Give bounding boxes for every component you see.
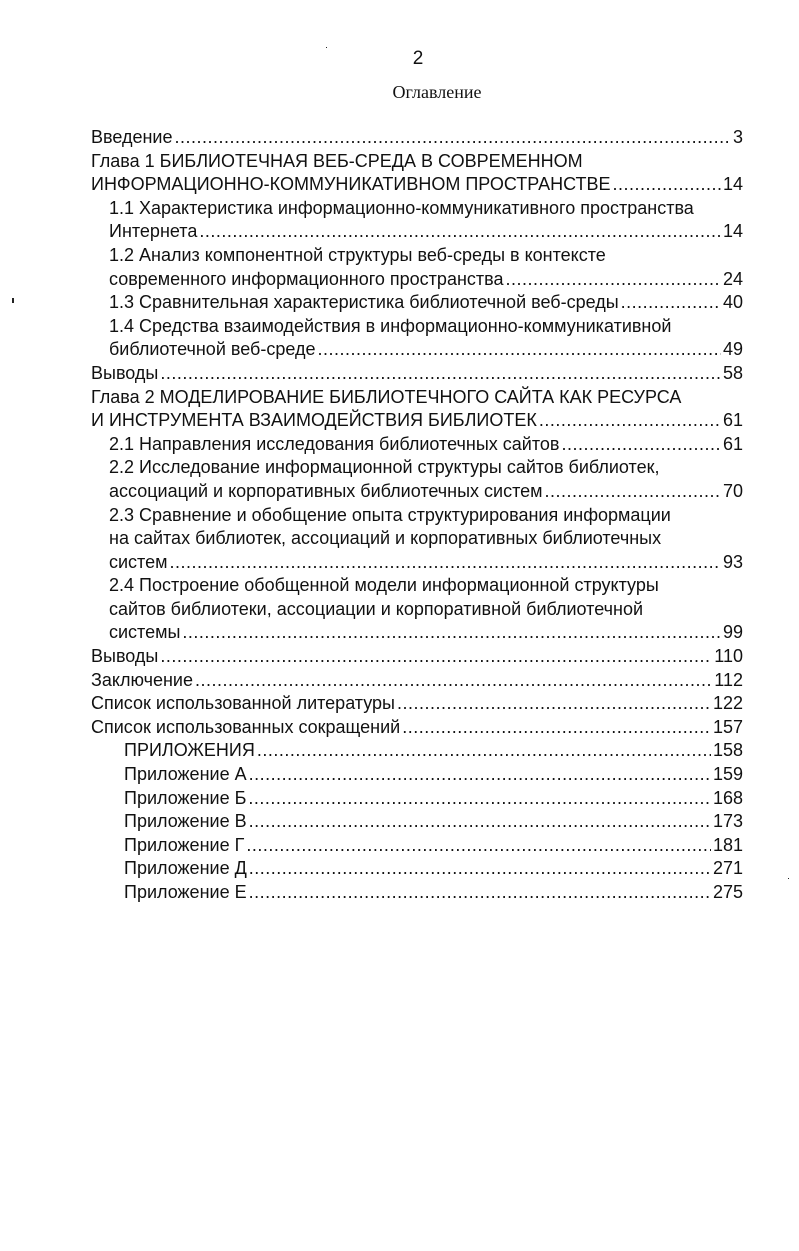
toc-entry-appendix-e[interactable] bbox=[91, 881, 743, 905]
dot-leader bbox=[169, 551, 720, 575]
entry-title: Приложение А bbox=[124, 764, 247, 785]
entry-page: 24 bbox=[722, 268, 743, 289]
entry-title-line: библиотечной веб-среде bbox=[109, 339, 316, 360]
dot-leader bbox=[199, 220, 721, 244]
dot-leader bbox=[182, 621, 721, 645]
entry-page: 159 bbox=[712, 764, 743, 785]
dot-leader bbox=[249, 763, 711, 787]
toc-entry-abbreviations[interactable] bbox=[91, 716, 743, 740]
dot-leader bbox=[175, 126, 731, 150]
toc-entry-chapter-2[interactable] bbox=[91, 386, 743, 433]
entry-page: 112 bbox=[714, 669, 743, 690]
entry-title-line: современного информационного пространства bbox=[109, 268, 504, 289]
entry-page: 158 bbox=[712, 740, 743, 761]
dot-leader bbox=[561, 433, 721, 457]
toc-entry-section-2-4[interactable] bbox=[91, 574, 743, 645]
dot-leader bbox=[195, 669, 712, 693]
page-number: 2 bbox=[412, 48, 424, 69]
entry-title: ПРИЛОЖЕНИЯ bbox=[124, 740, 255, 761]
scan-speck bbox=[788, 878, 789, 879]
toc-entry-appendices[interactable] bbox=[91, 739, 743, 763]
toc-entry-conclusions-2[interactable] bbox=[91, 645, 743, 669]
entry-title: Приложение В bbox=[124, 811, 247, 832]
entry-page: 181 bbox=[712, 834, 743, 855]
toc-entry-section-1-2[interactable] bbox=[91, 244, 743, 291]
dot-leader bbox=[545, 480, 721, 504]
entry-page: 40 bbox=[722, 292, 743, 313]
entry-title: Выводы bbox=[91, 646, 159, 667]
entry-title-line: 2.3 Сравнение и обобщение опыта структурирования информации bbox=[109, 504, 671, 525]
entry-title: Выводы bbox=[91, 362, 159, 383]
dot-leader bbox=[506, 268, 721, 292]
entry-title-line: 2.2 Исследование информационной структуры сайтов библиотек, bbox=[109, 457, 660, 478]
entry-title-line: системы bbox=[109, 622, 181, 643]
dot-leader bbox=[621, 291, 721, 315]
toc-entry-section-2-3[interactable] bbox=[91, 504, 743, 575]
entry-title-line: ассоциаций и корпоративных библиотечных систем bbox=[109, 480, 543, 501]
entry-title-line: И ИНСТРУМЕНТА ВЗАИМОДЕЙСТВИЯ БИБЛИОТЕК bbox=[91, 410, 537, 431]
entry-title: 2.1 Направления исследования библиотечных сайтов bbox=[109, 433, 560, 454]
dot-leader bbox=[613, 173, 721, 197]
entry-title: 1.3 Сравнительная характеристика библиотечной веб-среды bbox=[109, 292, 619, 313]
entry-title-line: сайтов библиотеки, ассоциации и корпоративной библиотечной bbox=[109, 598, 644, 619]
entry-title-line: 2.4 Построение обобщенной модели информационной структуры bbox=[109, 575, 659, 596]
entry-title-line: 1.1 Характеристика информационно-коммуникативного пространства bbox=[109, 197, 694, 218]
entry-page: 157 bbox=[712, 716, 743, 737]
entry-page: 70 bbox=[722, 480, 743, 501]
dot-leader bbox=[249, 810, 711, 834]
entry-title-line: Глава 1 БИБЛИОТЕЧНАЯ ВЕБ-СРЕДА В СОВРЕМЕННОМ bbox=[91, 150, 583, 171]
toc-entry-conclusions-1[interactable] bbox=[91, 362, 743, 386]
dot-leader bbox=[397, 692, 711, 716]
table-of-contents bbox=[91, 126, 743, 905]
entry-title: Приложение Е bbox=[124, 882, 247, 902]
dot-leader bbox=[248, 787, 711, 811]
toc-entry-conclusion[interactable] bbox=[91, 669, 743, 693]
entry-title-line: ИНФОРМАЦИОННО-КОММУНИКАТИВНОМ ПРОСТРАНСТВЕ bbox=[91, 174, 611, 195]
entry-title-line: Глава 2 МОДЕЛИРОВАНИЕ БИБЛИОТЕЧНОГО САЙТА КАК РЕСУРСА bbox=[91, 386, 682, 407]
entry-title-line: систем bbox=[109, 551, 168, 572]
dot-leader bbox=[318, 338, 721, 362]
entry-page: 173 bbox=[712, 811, 743, 832]
entry-title: Список использованной литературы bbox=[91, 693, 395, 714]
toc-entry-section-2-2[interactable] bbox=[91, 456, 743, 503]
toc-entry-section-1-4[interactable] bbox=[91, 315, 743, 362]
dot-leader bbox=[402, 716, 711, 740]
entry-page: 61 bbox=[722, 410, 743, 431]
entry-page: 168 bbox=[712, 787, 743, 808]
entry-page: 14 bbox=[722, 174, 743, 195]
entry-title-line: 1.4 Средства взаимодействия в информационно-коммуникативной bbox=[109, 315, 672, 336]
toc-entry-section-2-1[interactable] bbox=[91, 433, 743, 457]
toc-entry-appendix-a[interactable] bbox=[91, 763, 743, 787]
entry-title-line: Интернета bbox=[109, 221, 198, 242]
entry-page: 61 bbox=[722, 433, 743, 454]
toc-entry-section-1-3[interactable] bbox=[91, 291, 743, 315]
entry-title: Заключение bbox=[91, 669, 193, 690]
toc-entry-appendix-d[interactable] bbox=[91, 857, 743, 881]
entry-page: 3 bbox=[732, 127, 743, 147]
toc-entry-chapter-1[interactable] bbox=[91, 150, 743, 197]
dot-leader bbox=[160, 362, 721, 386]
entry-page: 49 bbox=[722, 339, 743, 360]
entry-page: 271 bbox=[712, 858, 743, 879]
dot-leader bbox=[246, 834, 711, 858]
toc-entry-appendix-b[interactable] bbox=[91, 787, 743, 811]
toc-entry-appendix-g[interactable] bbox=[91, 834, 743, 858]
dot-leader bbox=[249, 857, 711, 881]
dot-leader bbox=[249, 881, 711, 905]
entry-title-line: на сайтах библиотек, ассоциаций и корпоративных библиотечных bbox=[109, 528, 662, 549]
entry-page: 58 bbox=[722, 362, 743, 383]
toc-entry-appendix-v[interactable] bbox=[91, 810, 743, 834]
entry-title: Приложение Б bbox=[124, 787, 247, 808]
entry-page: 275 bbox=[712, 882, 743, 902]
entry-page: 122 bbox=[712, 693, 743, 714]
entry-title-line: 1.2 Анализ компонентной структуры веб-среды в контексте bbox=[109, 244, 606, 265]
toc-heading: Оглавление bbox=[392, 82, 482, 102]
entry-title: Приложение Д bbox=[124, 858, 247, 879]
entry-page: 14 bbox=[722, 221, 743, 242]
dot-leader bbox=[257, 739, 711, 763]
toc-entry-intro[interactable] bbox=[91, 126, 743, 150]
entry-title: Введение bbox=[91, 127, 173, 147]
entry-page: 93 bbox=[722, 551, 743, 572]
entry-title: Приложение Г bbox=[124, 834, 245, 855]
dot-leader bbox=[539, 409, 721, 433]
scan-speck bbox=[12, 298, 14, 303]
entry-title: Список использованных сокращений bbox=[91, 716, 401, 737]
toc-entry-section-1-1[interactable] bbox=[91, 197, 743, 244]
entry-page: 110 bbox=[714, 646, 743, 667]
toc-entry-references[interactable] bbox=[91, 692, 743, 716]
scan-speck bbox=[326, 47, 327, 48]
entry-page: 99 bbox=[722, 622, 743, 643]
dot-leader bbox=[160, 645, 712, 669]
